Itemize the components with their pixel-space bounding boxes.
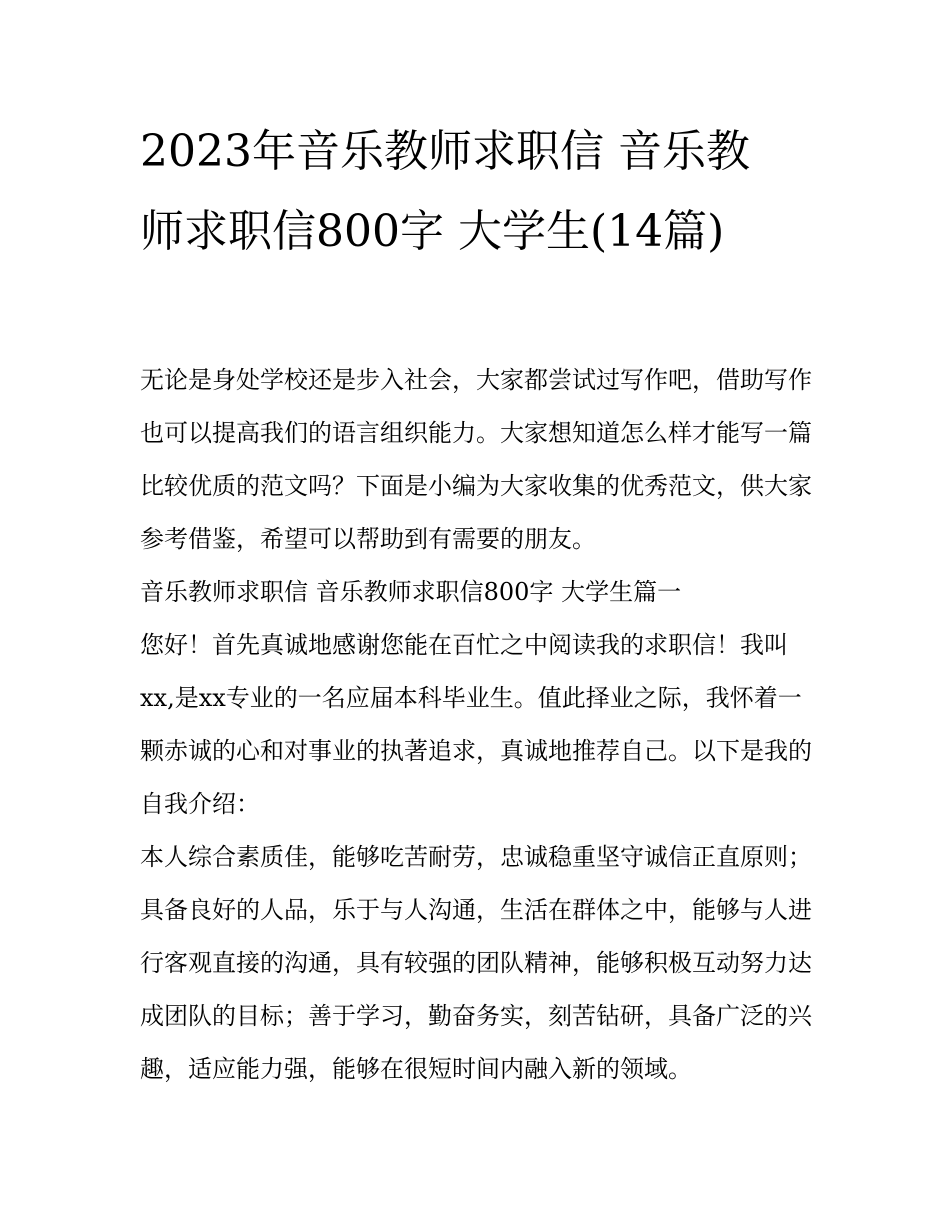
section-heading: 音乐教师求职信 音乐教师求职信800字 大学生篇一 bbox=[140, 578, 682, 606]
document-body bbox=[140, 354, 814, 1096]
greeting-paragraph: 您好！首先真诚地感谢您能在百忙之中阅读我的求职信！我叫xx,是xx专业的一名应届本科毕业生。值此择业之际，我怀着一颗赤诚的心和对事业的执著追求，真诚地推荐自己。以下是我的自我介绍： bbox=[140, 631, 812, 818]
document-title: 2023年音乐教师求职信 音乐教师求职信800字 大学生(14篇) bbox=[140, 126, 750, 257]
self-description-paragraph: 本人综合素质佳，能够吃苦耐劳，忠诚稳重坚守诚信正直原则；具备良好的人品，乐于与人沟通，生活在群体之中，能够与人进行客观直接的沟通，具有较强的团队精神，能够积极互动努力达成团队的目标；善于学习，勤奋务实，刻苦钻研，具备广泛的兴趣，适应能力强，能够在很短时间内融入新的领域。 bbox=[140, 843, 812, 1083]
intro-paragraph: 无论是身处学校还是步入社会，大家都尝试过写作吧，借助写作也可以提高我们的语言组织能力。大家想知道怎么样才能写一篇比较优质的范文吗？下面是小编为大家收集的优秀范文，供大家参考借鉴，希望可以帮助到有需要的朋友。 bbox=[140, 366, 812, 553]
